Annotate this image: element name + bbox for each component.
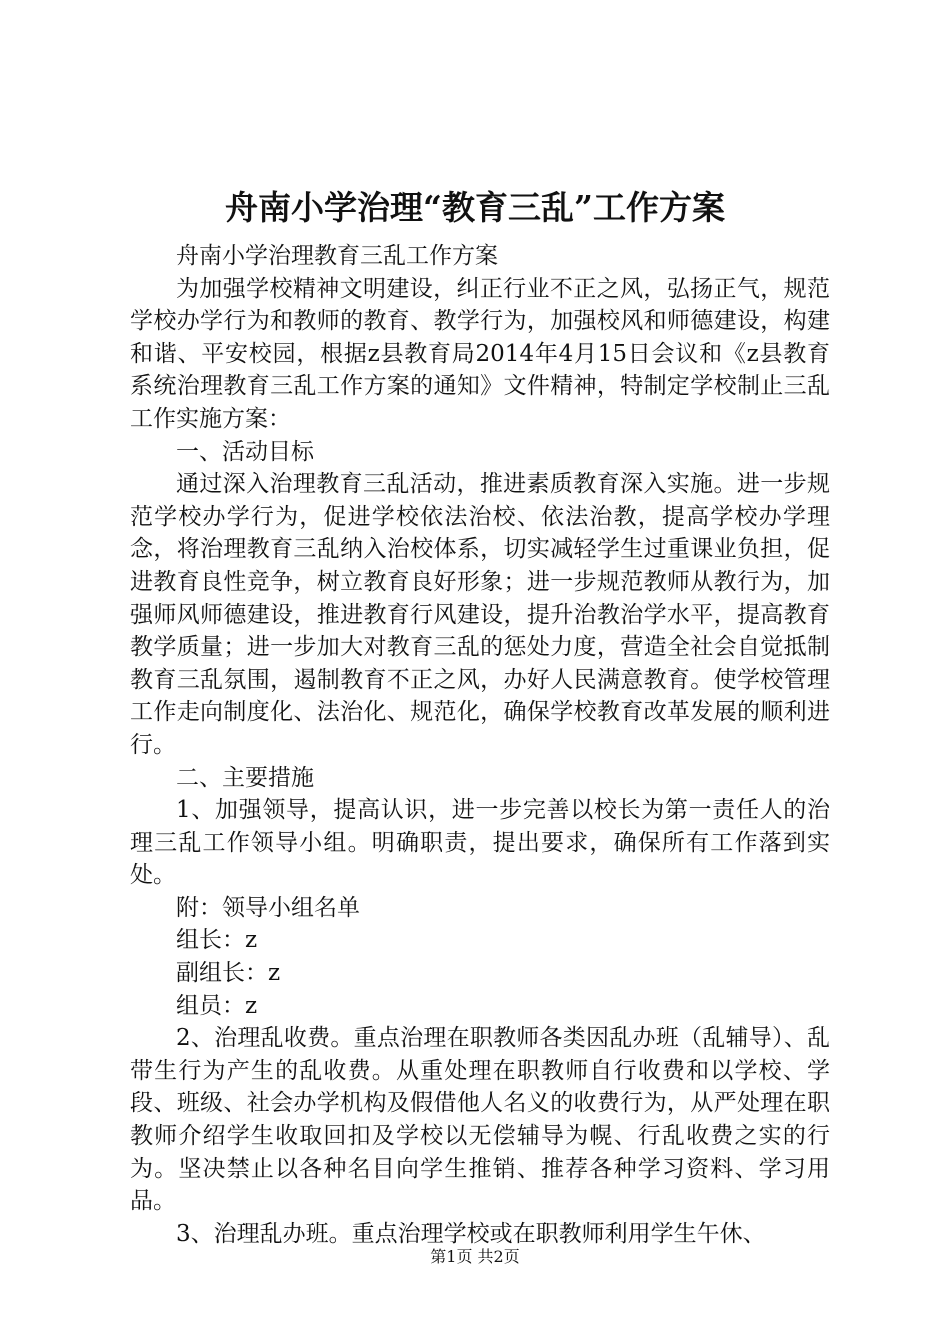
measure-2-paragraph: 2、治理乱收费。重点治理在职教师各类因乱办班（乱辅导）、乱带生行为产生的乱收费。从重处理在职教师自行收费和以学校、学段、班级、社会办学机构及假借他人名义的收费行为，从严处理在职教师介绍学生收取回扣及学校以无偿辅导为幌、行乱收费之实的行为。坚决禁止以各种名目向学生推销、推荐各种学习资料、学习用品。 <box>130 1025 830 1215</box>
section-heading-measures: 二、主要措施 <box>176 764 314 791</box>
subtitle-paragraph: 舟南小学治理教育三乱工作方案 <box>176 243 498 269</box>
leader-line: 组长：z <box>176 927 258 954</box>
goals-paragraph: 通过深入治理教育三乱活动，推进素质教育深入实施。进一步规范学校办学行为，促进学校依法治校、依法治教，提高学校办学理念，将治理教育三乱纳入治校体系，切实减轻学生过重课业负担，促进教育良性竞争，树立教育良好形象；进一步规范教师从教行为，加强师风师德建设，推进教育行风建设，提升治教治学水平，提高教育教学质量；进一步加大对教育三乱的惩处力度，营造全社会自觉抵制教育三乱氛围，遏制教育不正之风，办好人民满意教育。使学校管理工作走向制度化、法治化、规范化，确保学校教育改革发展的顺利进行。 <box>130 471 830 758</box>
member-line: 组员：z <box>176 992 258 1019</box>
measure-1-paragraph: 1、加强领导，提高认识，进一步完善以校长为第一责任人的治理三乱工作领导小组。明确职责，提出要求，确保所有工作落到实处。 <box>130 797 830 889</box>
page-footer: 第1页 共2页 <box>430 1247 520 1266</box>
document-title: 舟南小学治理“教育三乱”工作方案 <box>225 188 725 227</box>
measure-3-paragraph: 3、治理乱办班。重点治理学校或在职教师利用学生午休、 <box>176 1220 766 1247</box>
intro-paragraph: 为加强学校精神文明建设，纠正行业不正之风，弘扬正气，规范学校办学行为和教师的教育、教学行为，加强校风和师德建设，构建和谐、平安校园，根据z县教育局2014年4月15日会议和《z县教育系统治理教育三乱工作方案的通知》文件精神，特制定学校制止三乱工作实施方案： <box>130 275 830 432</box>
document-body <box>130 240 830 1250</box>
section-heading-goals: 一、活动目标 <box>176 438 314 465</box>
appendix-heading: 附：领导小组名单 <box>176 894 360 921</box>
deputy-leader-line: 副组长：z <box>176 960 281 987</box>
